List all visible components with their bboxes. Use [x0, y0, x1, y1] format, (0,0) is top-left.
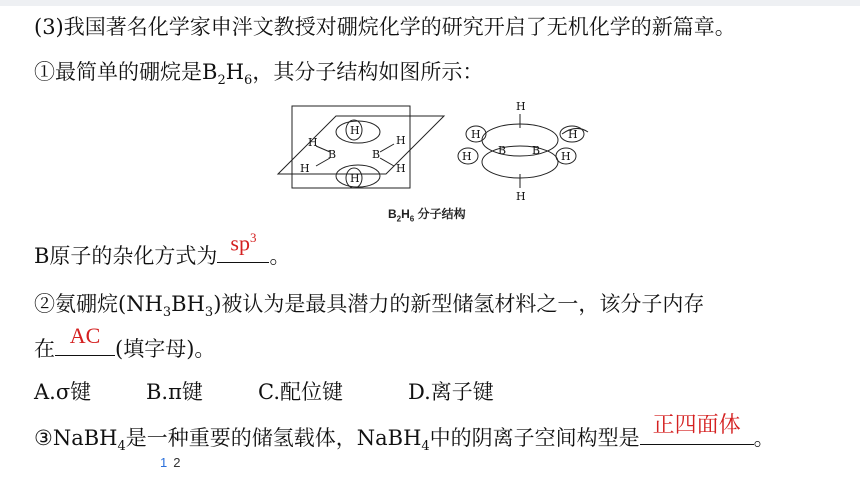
- option-c: C.配位键: [258, 380, 343, 404]
- b2h6-plane-diagram: [278, 106, 444, 188]
- answer-text: $sp^3$: [230, 229, 257, 255]
- question-part-3-intro: (3)我国著名化学家申泮文教授对硼烷化学的研究开启了无机化学的新篇章。: [34, 15, 736, 39]
- options-row: [34, 377, 494, 407]
- question-hybridization: B原子的杂化方式为 $sp^3$ 。: [34, 240, 290, 271]
- answer-text: AC: [69, 323, 101, 348]
- question-nabh4: ③NaBH$_4$是一种重要的储氢载体，NaBH$_4$中的阴离子空间构型是 正四面体 。: [34, 412, 775, 455]
- figure-caption: $B_2H_6$ 分子结构: [388, 207, 466, 224]
- atom-h: H: [568, 128, 578, 141]
- pagination: [160, 455, 186, 470]
- question-line-b2h6: ①最简单的硼烷是$B_2H_6$，其分子结构如图所示：: [34, 60, 484, 89]
- atom-h: H: [516, 190, 526, 203]
- atom-h: H: [561, 150, 571, 163]
- atom-h: H: [396, 162, 406, 175]
- atom-h: H: [300, 162, 310, 175]
- answer-blank[interactable]: [55, 323, 115, 356]
- atom-b-left: B: [328, 148, 337, 161]
- answer-blank[interactable]: [640, 412, 754, 445]
- atom-h: H: [462, 150, 472, 163]
- option-a: A.σ键: [34, 380, 92, 404]
- atom-b-right: B: [372, 148, 381, 161]
- top-bar: [0, 0, 860, 6]
- atom-h: H: [350, 172, 360, 185]
- page-link[interactable]: 2: [173, 455, 181, 470]
- atom-b-right: B: [532, 144, 541, 157]
- atom-h: H: [350, 124, 360, 137]
- answer-text: 正四面体: [652, 412, 741, 437]
- question-ammonia-borane: ②氨硼烷$(NH_3BH_3)$被认为是最具潜力的新型储氢材料之一，该分子内存: [34, 292, 705, 321]
- atom-h: H: [396, 134, 406, 147]
- atom-h: H: [516, 100, 526, 113]
- atom-b-left: B: [498, 144, 507, 157]
- option-b: B.π键: [146, 380, 203, 404]
- atom-h: H: [308, 136, 318, 149]
- option-d: D.离子键: [408, 380, 494, 404]
- atom-h: H: [471, 128, 481, 141]
- page-link-current[interactable]: 1: [160, 455, 168, 470]
- answer-blank[interactable]: [217, 229, 269, 263]
- question-fill-letter: 在 AC (填字母)。: [34, 323, 216, 361]
